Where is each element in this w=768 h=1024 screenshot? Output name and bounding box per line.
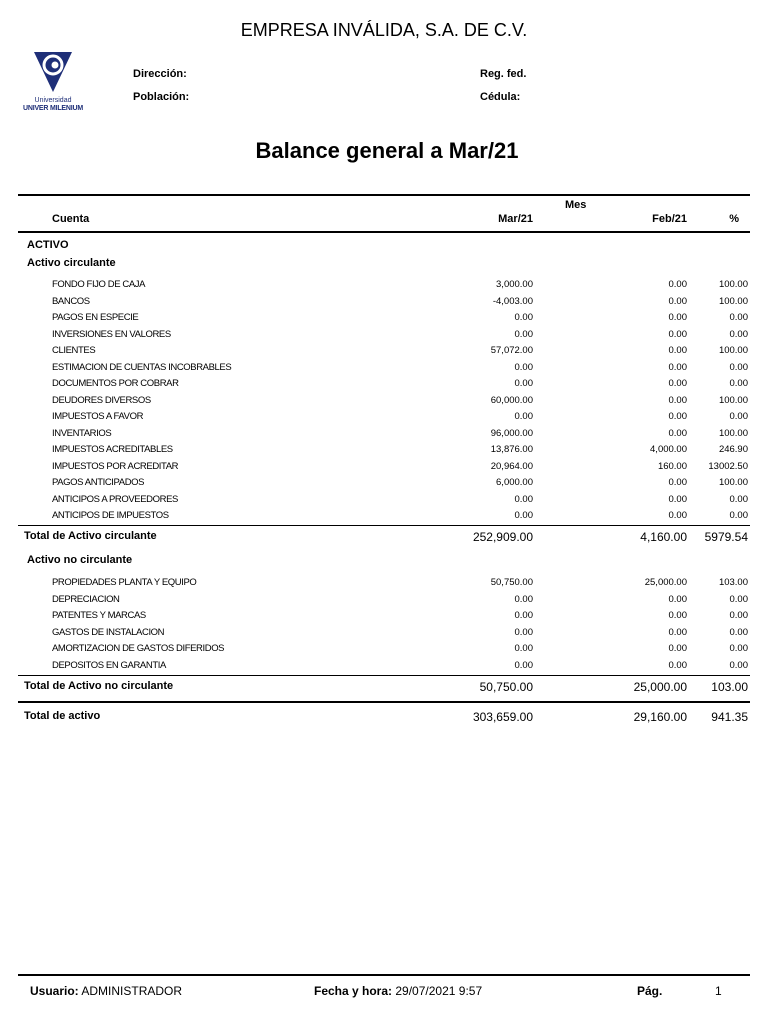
table-top-rule [18, 194, 750, 196]
footer-rule [18, 974, 750, 976]
value-pct: 0.00 [729, 610, 748, 621]
value-mar: 0.00 [514, 510, 533, 521]
total-circulante-mar: 252,909.00 [472, 530, 533, 544]
table-row [0, 411, 768, 427]
table-row [0, 577, 768, 593]
value-feb: 0.00 [668, 279, 687, 290]
account-name: IMPUESTOS ACREDITABLES [52, 444, 173, 455]
value-pct: 0.00 [729, 411, 748, 422]
table-row [0, 428, 768, 444]
account-name: ESTIMACION DE CUENTAS INCOBRABLES [52, 361, 232, 373]
account-name: DEUDORES DIVERSOS [52, 394, 151, 406]
value-mar: 0.00 [514, 312, 533, 323]
value-pct: 0.00 [729, 626, 748, 638]
table-row [0, 395, 768, 411]
table-row [0, 610, 768, 626]
value-feb: 0.00 [668, 510, 687, 521]
table-row [0, 362, 768, 378]
value-feb: 0.00 [668, 361, 687, 373]
value-mar: 96,000.00 [490, 427, 533, 439]
fecha-value: 29/07/2021 9:57 [395, 984, 483, 998]
column-mar: Mar/21 [498, 213, 533, 225]
usuario-label: Usuario: [30, 984, 79, 998]
value-feb: 0.00 [668, 477, 687, 488]
table-row [0, 296, 768, 312]
table-row [0, 477, 768, 493]
fecha-label: Fecha y hora: [314, 984, 393, 998]
value-mar: 57,072.00 [490, 345, 533, 356]
account-name: PAGOS ANTICIPADOS [52, 477, 145, 488]
header-bottom-rule [18, 231, 750, 233]
value-feb: 0.00 [668, 427, 687, 439]
value-pct: 0.00 [729, 378, 748, 389]
table-row [0, 345, 768, 361]
logo-line2: UNIVER MILENIUM [22, 105, 83, 112]
table-row [0, 643, 768, 659]
account-name: DEPOSITOS EN GARANTIA [52, 659, 166, 671]
value-mar: -4,003.00 [492, 295, 533, 307]
total-no-circulante-feb: 25,000.00 [633, 680, 687, 694]
total-activo-pct: 941.35 [711, 710, 748, 724]
value-mar: 0.00 [514, 626, 533, 638]
table-row [0, 660, 768, 676]
regfed-label: Reg. fed. [480, 68, 527, 80]
section-no-circulante: Activo no circulante [27, 554, 133, 566]
account-name: INVENTARIOS [52, 427, 112, 439]
column-feb: Feb/21 [652, 213, 687, 225]
account-name: AMORTIZACION DE GASTOS DIFERIDOS [52, 643, 225, 654]
value-pct: 0.00 [729, 593, 748, 605]
footer-usuario [30, 984, 182, 998]
table-row [0, 444, 768, 460]
value-pct: 246.90 [718, 444, 748, 455]
value-feb: 0.00 [668, 610, 687, 621]
value-feb: 0.00 [668, 659, 687, 671]
table-row [0, 494, 768, 510]
value-pct: 13002.50 [708, 460, 748, 472]
pag-value: 1 [715, 984, 722, 998]
section-activo: ACTIVO [27, 239, 69, 251]
value-mar: 20,964.00 [490, 460, 533, 472]
column-group-mes: Mes [565, 199, 587, 211]
value-feb: 160.00 [657, 460, 687, 472]
account-name: GASTOS DE INSTALACION [52, 626, 165, 638]
value-mar: 50,750.00 [490, 577, 533, 588]
total-activo-feb: 29,160.00 [633, 710, 687, 724]
value-mar: 0.00 [514, 643, 533, 654]
account-name: PROPIEDADES PLANTA Y EQUIPO [52, 577, 197, 588]
total-no-circulante-label: Total de Activo no circulante [24, 680, 174, 692]
logo-emblem-icon [32, 50, 74, 94]
value-feb: 4,000.00 [650, 444, 687, 455]
total-circulante-row [0, 530, 768, 546]
table-row [0, 329, 768, 345]
account-name: CLIENTES [52, 345, 96, 356]
account-name: ANTICIPOS A PROVEEDORES [52, 493, 178, 505]
value-pct: 0.00 [729, 493, 748, 505]
value-feb: 0.00 [668, 626, 687, 638]
column-cuenta: Cuenta [52, 213, 90, 225]
value-mar: 0.00 [514, 378, 533, 389]
value-mar: 3,000.00 [496, 279, 533, 290]
value-feb: 0.00 [668, 345, 687, 356]
value-mar: 0.00 [514, 659, 533, 671]
value-feb: 0.00 [668, 411, 687, 422]
value-pct: 0.00 [729, 659, 748, 671]
total-activo-row [0, 710, 768, 726]
account-name: PAGOS EN ESPECIE [52, 312, 139, 323]
table-row [0, 461, 768, 477]
account-name: FONDO FIJO DE CAJA [52, 279, 146, 290]
account-name: DOCUMENTOS POR COBRAR [52, 378, 179, 389]
value-pct: 103.00 [718, 577, 748, 588]
table-row [0, 378, 768, 394]
value-feb: 0.00 [668, 593, 687, 605]
value-pct: 100.00 [718, 394, 748, 406]
no-circulante-total-rule [18, 675, 750, 676]
total-circulante-pct: 5979.54 [704, 530, 748, 544]
table-row [0, 312, 768, 328]
value-feb: 0.00 [668, 295, 687, 307]
value-pct: 100.00 [718, 477, 748, 488]
total-activo-label: Total de activo [24, 710, 101, 722]
total-no-circulante-pct: 103.00 [711, 680, 748, 694]
table-row [0, 594, 768, 610]
logo-line1: Universidad [34, 97, 72, 104]
direccion-label: Dirección: [133, 68, 187, 80]
total-activo-mar: 303,659.00 [472, 710, 533, 724]
account-name: IMPUESTOS A FAVOR [52, 411, 144, 422]
table-row [0, 279, 768, 295]
grand-total-rule [18, 701, 750, 703]
cedula-label: Cédula: [480, 91, 521, 103]
value-mar: 60,000.00 [490, 394, 533, 406]
account-name: BANCOS [52, 295, 90, 307]
value-mar: 0.00 [514, 610, 533, 621]
account-name: IMPUESTOS POR ACREDITAR [52, 460, 179, 472]
value-pct: 100.00 [718, 427, 748, 439]
circulante-total-rule [18, 525, 750, 526]
value-pct: 0.00 [729, 510, 748, 521]
value-mar: 0.00 [514, 328, 533, 340]
total-circulante-label: Total de Activo circulante [24, 530, 157, 542]
value-feb: 0.00 [668, 394, 687, 406]
value-mar: 13,876.00 [490, 444, 533, 455]
value-mar: 0.00 [514, 593, 533, 605]
account-name: ANTICIPOS DE IMPUESTOS [52, 510, 169, 521]
value-pct: 100.00 [718, 279, 748, 290]
section-circulante: Activo circulante [27, 257, 116, 269]
report-title: Balance general a Mar/21 [255, 138, 519, 163]
account-name: DEPRECIACION [52, 593, 120, 605]
value-mar: 0.00 [514, 411, 533, 422]
value-pct: 100.00 [718, 345, 748, 356]
value-feb: 0.00 [668, 643, 687, 654]
value-feb: 0.00 [668, 312, 687, 323]
value-pct: 0.00 [729, 361, 748, 373]
poblacion-label: Población: [133, 91, 190, 103]
total-no-circulante-mar: 50,750.00 [479, 680, 533, 694]
total-circulante-feb: 4,160.00 [640, 530, 687, 544]
company-name: EMPRESA INVÁLIDA, S.A. DE C.V. [240, 20, 528, 40]
value-mar: 0.00 [514, 493, 533, 505]
account-name: PATENTES Y MARCAS [52, 610, 146, 621]
value-feb: 25,000.00 [644, 577, 687, 588]
table-row [0, 510, 768, 526]
usuario-value: ADMINISTRADOR [81, 984, 183, 998]
column-pct: % [729, 213, 739, 225]
value-pct: 0.00 [729, 312, 748, 323]
university-logo [18, 50, 88, 118]
value-pct: 0.00 [729, 643, 748, 654]
footer-fecha [314, 984, 482, 998]
value-feb: 0.00 [668, 493, 687, 505]
total-no-circulante-row [0, 680, 768, 696]
account-name: INVERSIONES EN VALORES [52, 328, 171, 340]
value-mar: 6,000.00 [496, 477, 533, 488]
pag-label: Pág. [637, 984, 663, 998]
value-pct: 0.00 [729, 328, 748, 340]
value-feb: 0.00 [668, 378, 687, 389]
value-pct: 100.00 [718, 295, 748, 307]
table-row [0, 627, 768, 643]
value-feb: 0.00 [668, 328, 687, 340]
value-mar: 0.00 [514, 361, 533, 373]
